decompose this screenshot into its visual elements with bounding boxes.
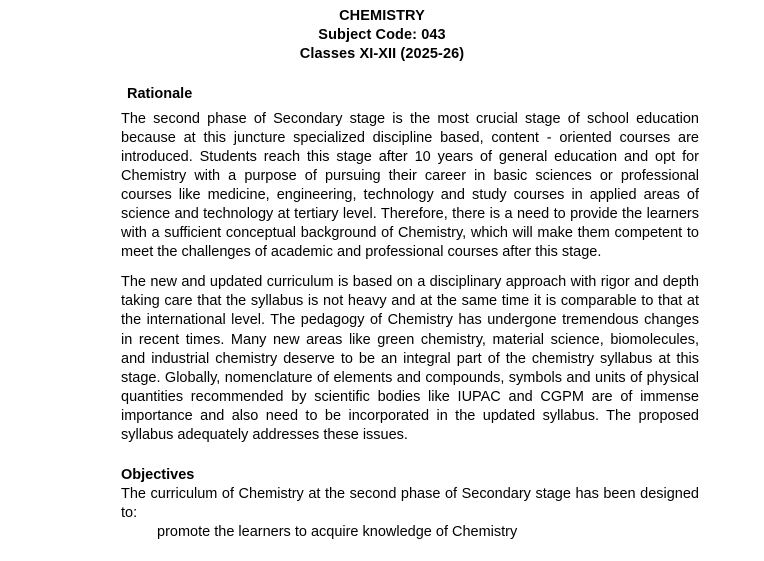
document-title-subject: CHEMISTRY (339, 8, 425, 24)
objectives-list-item-clipped: promote the learners to acquire knowledge of Chemistry (157, 523, 518, 540)
rationale-paragraph-1: The second phase of Secondary stage is the most crucial stage of school education because at this juncture specialized discipline based, content - oriented courses are introduced. Students reach this stage after 10 years of general education and opt for Chemistry with a purpose of pursuing their career in basic sciences or professional courses like medicine, engineering, technology and study courses in applied areas of science and technology at tertiary level. Therefore, there is a need to provide the learners with a sufficient conceptual background of Chemistry, which will make them competent to meet the challenges of academic and professional courses after this stage. (121, 111, 699, 261)
objectives-intro-paragraph: The curriculum of Chemistry at the second phase of Secondary stage has been designed to: (121, 485, 699, 521)
heading-objectives: Objectives (121, 466, 195, 483)
spacer-between-rationale-paragraphs (121, 262, 699, 273)
heading-rationale: Rationale (127, 86, 193, 102)
document-body (121, 0, 699, 542)
document-title-classes: Classes XI-XII (2025-26) (299, 46, 465, 62)
spacer-before-objectives (121, 445, 699, 466)
spacer-before-rationale (121, 0, 699, 85)
rationale-paragraph-2: The new and updated curriculum is based on a disciplinary approach with rigor and depth taking care that the syllabus is not heavy and at the same time it is comparable to that at the international level. The pedagogy of Chemistry has undergone tremendous changes in recent times. Many new areas like green chemistry, material science, biomolecules, and industrial chemistry deserve to be an integral part of the chemistry syllabus at this stage. Globally, nomenclature of elements and compounds, symbols and units of physical quantities recommended by scientific bodies like IUPAC and CGPM are of immense importance and also need to be incorporated in the updated syllabus. The proposed syllabus adequately addresses these issues. (121, 274, 699, 443)
document-title-subject-code: Subject Code: 043 (318, 27, 446, 43)
